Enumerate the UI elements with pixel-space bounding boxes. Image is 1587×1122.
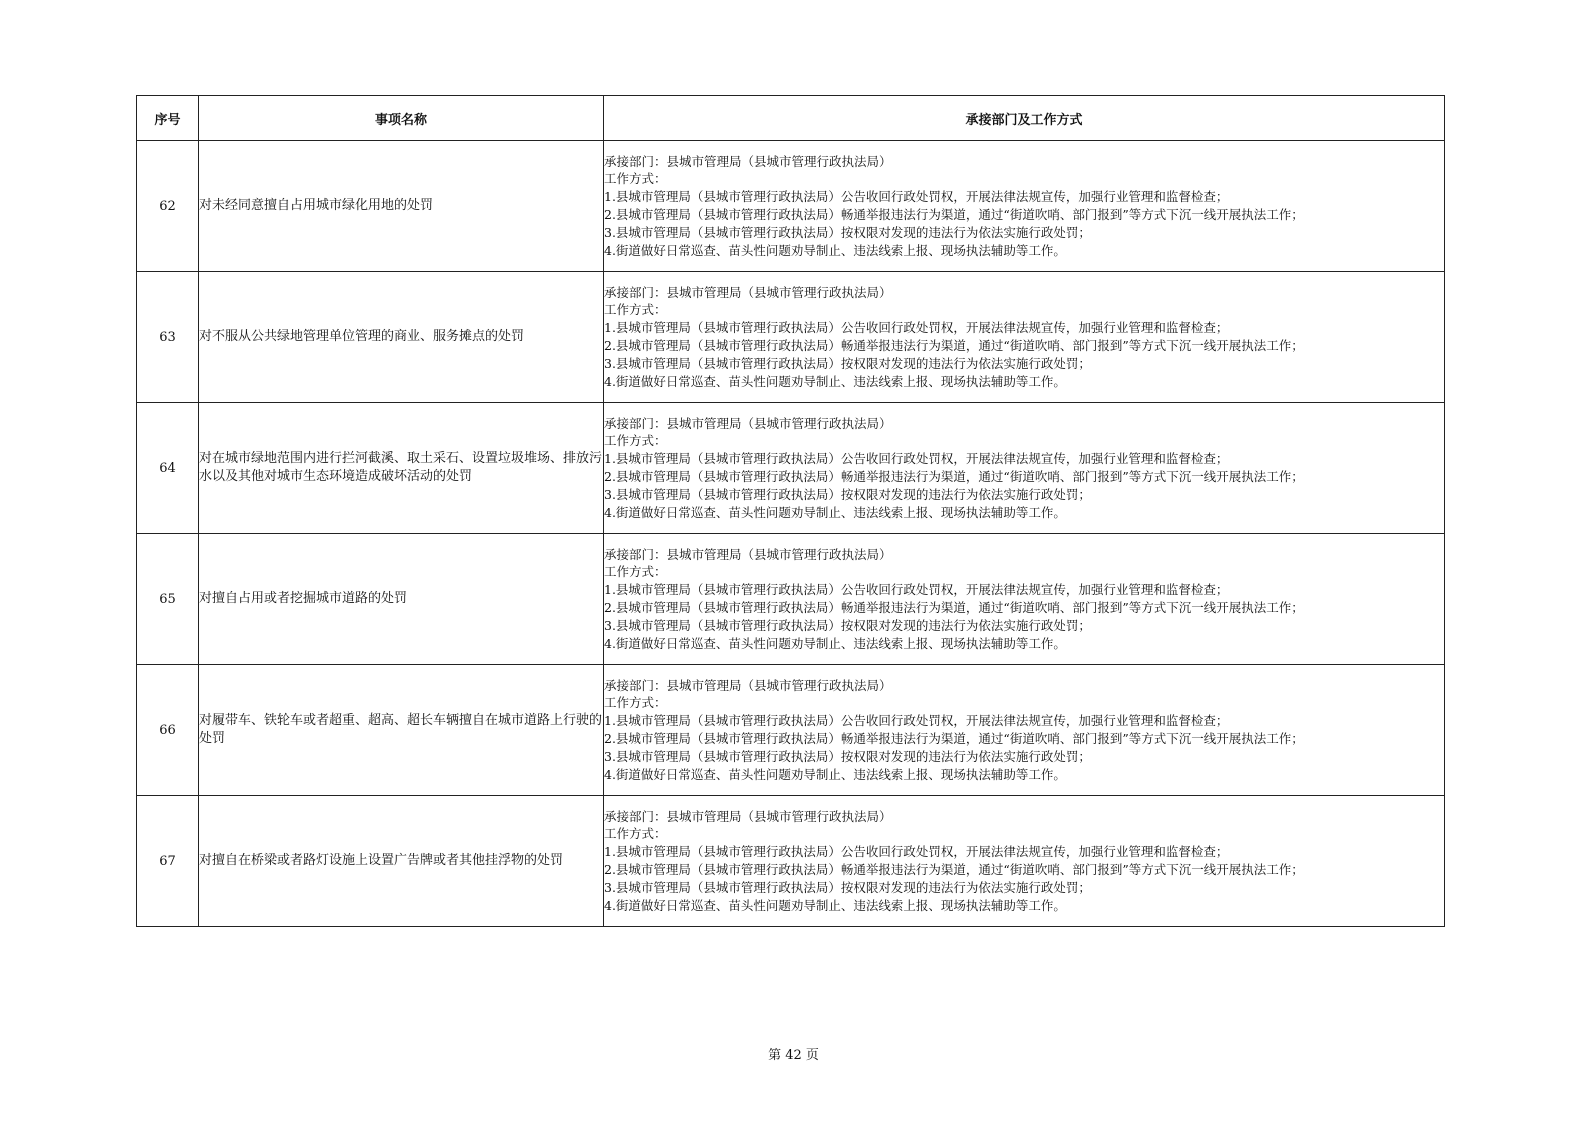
header-serial-number: 序号	[137, 96, 199, 141]
method-line: 2.县城市管理局（县城市管理行政执法局）畅通举报违法行为渠道，通过“街道吹哨、部门报到”等方式下沉一线开展执法工作；	[604, 338, 1304, 353]
matters-table	[136, 95, 1445, 927]
matter-name: 对履带车、铁轮车或者超重、超高、超长车辆擅自在城市道路上行驶的处罚	[199, 665, 604, 796]
table-row	[137, 534, 1445, 665]
method-line: 承接部门：县城市管理局（县城市管理行政执法局）	[604, 677, 892, 693]
row-number: 65	[137, 534, 199, 665]
method-line: 3.县城市管理局（县城市管理行政执法局）按权限对发现的违法行为依法实施行政处罚；	[604, 617, 1091, 633]
matter-name: 对未经同意擅自占用城市绿化用地的处罚	[199, 141, 604, 272]
method-line: 承接部门：县城市管理局（县城市管理行政执法局）	[604, 808, 892, 824]
row-number: 62	[137, 141, 199, 272]
method-line: 承接部门：县城市管理局（县城市管理行政执法局）	[604, 284, 892, 300]
method-line: 2.县城市管理局（县城市管理行政执法局）畅通举报违法行为渠道，通过“街道吹哨、部门报到”等方式下沉一线开展执法工作；	[604, 731, 1304, 746]
header-department-method: 承接部门及工作方式	[604, 96, 1445, 141]
method-line: 承接部门：县城市管理局（县城市管理行政执法局）	[604, 546, 892, 562]
row-number: 67	[137, 796, 199, 927]
method-line: 工作方式：	[604, 564, 667, 580]
method-line: 4.街道做好日常巡查、苗头性问题劝导制止、违法线索上报、现场执法辅助等工作。	[604, 766, 1066, 782]
method-line: 3.县城市管理局（县城市管理行政执法局）按权限对发现的违法行为依法实施行政处罚；	[604, 486, 1091, 502]
department-method	[604, 141, 1445, 272]
method-line: 3.县城市管理局（县城市管理行政执法局）按权限对发现的违法行为依法实施行政处罚；	[604, 224, 1091, 240]
matter-name: 对不服从公共绿地管理单位管理的商业、服务摊点的处罚	[199, 272, 604, 403]
row-number: 63	[137, 272, 199, 403]
method-line: 4.街道做好日常巡查、苗头性问题劝导制止、违法线索上报、现场执法辅助等工作。	[604, 504, 1066, 520]
row-number: 64	[137, 403, 199, 534]
department-method	[604, 796, 1445, 927]
method-line: 2.县城市管理局（县城市管理行政执法局）畅通举报违法行为渠道，通过“街道吹哨、部门报到”等方式下沉一线开展执法工作；	[604, 862, 1304, 877]
matter-name: 对擅自占用或者挖掘城市道路的处罚	[199, 534, 604, 665]
department-method	[604, 403, 1445, 534]
method-line: 4.街道做好日常巡查、苗头性问题劝导制止、违法线索上报、现场执法辅助等工作。	[604, 635, 1066, 651]
matter-name: 对在城市绿地范围内进行拦河截溪、取土采石、设置垃圾堆场、排放污水以及其他对城市生态环境造成破坏活动的处罚	[199, 403, 604, 534]
table-row	[137, 403, 1445, 534]
method-line: 2.县城市管理局（县城市管理行政执法局）畅通举报违法行为渠道，通过“街道吹哨、部门报到”等方式下沉一线开展执法工作；	[604, 469, 1304, 484]
method-line: 工作方式：	[604, 826, 667, 842]
table-row	[137, 796, 1445, 927]
table-row	[137, 141, 1445, 272]
method-line: 工作方式：	[604, 302, 667, 318]
method-line: 2.县城市管理局（县城市管理行政执法局）畅通举报违法行为渠道，通过“街道吹哨、部门报到”等方式下沉一线开展执法工作；	[604, 207, 1304, 222]
method-line: 承接部门：县城市管理局（县城市管理行政执法局）	[604, 153, 892, 169]
table-header-row	[137, 96, 1445, 141]
method-line: 3.县城市管理局（县城市管理行政执法局）按权限对发现的违法行为依法实施行政处罚；	[604, 748, 1091, 764]
table-row	[137, 665, 1445, 796]
method-line: 1.县城市管理局（县城市管理行政执法局）公告收回行政处罚权，开展法律法规宣传，加强行业管理和监督检查；	[604, 320, 1229, 336]
method-line: 3.县城市管理局（县城市管理行政执法局）按权限对发现的违法行为依法实施行政处罚；	[604, 355, 1091, 371]
method-line: 4.街道做好日常巡查、苗头性问题劝导制止、违法线索上报、现场执法辅助等工作。	[604, 242, 1066, 258]
page-number: 第 42 页	[768, 1048, 819, 1063]
method-line: 1.县城市管理局（县城市管理行政执法局）公告收回行政处罚权，开展法律法规宣传，加强行业管理和监督检查；	[604, 582, 1229, 598]
header-matter-name: 事项名称	[199, 96, 604, 141]
method-line: 承接部门：县城市管理局（县城市管理行政执法局）	[604, 415, 892, 431]
department-method	[604, 272, 1445, 403]
method-line: 工作方式：	[604, 433, 667, 449]
method-line: 1.县城市管理局（县城市管理行政执法局）公告收回行政处罚权，开展法律法规宣传，加强行业管理和监督检查；	[604, 451, 1229, 467]
department-method	[604, 665, 1445, 796]
method-line: 1.县城市管理局（县城市管理行政执法局）公告收回行政处罚权，开展法律法规宣传，加强行业管理和监督检查；	[604, 189, 1229, 205]
method-line: 工作方式：	[604, 695, 667, 711]
method-line: 4.街道做好日常巡查、苗头性问题劝导制止、违法线索上报、现场执法辅助等工作。	[604, 373, 1066, 389]
department-method	[604, 534, 1445, 665]
method-line: 1.县城市管理局（县城市管理行政执法局）公告收回行政处罚权，开展法律法规宣传，加强行业管理和监督检查；	[604, 713, 1229, 729]
row-number: 66	[137, 665, 199, 796]
method-line: 工作方式：	[604, 171, 667, 187]
method-line: 2.县城市管理局（县城市管理行政执法局）畅通举报违法行为渠道，通过“街道吹哨、部门报到”等方式下沉一线开展执法工作；	[604, 600, 1304, 615]
matter-name: 对擅自在桥梁或者路灯设施上设置广告牌或者其他挂浮物的处罚	[199, 796, 604, 927]
method-line: 3.县城市管理局（县城市管理行政执法局）按权限对发现的违法行为依法实施行政处罚；	[604, 879, 1091, 895]
method-line: 1.县城市管理局（县城市管理行政执法局）公告收回行政处罚权，开展法律法规宣传，加强行业管理和监督检查；	[604, 844, 1229, 860]
table-row	[137, 272, 1445, 403]
method-line: 4.街道做好日常巡查、苗头性问题劝导制止、违法线索上报、现场执法辅助等工作。	[604, 897, 1066, 913]
